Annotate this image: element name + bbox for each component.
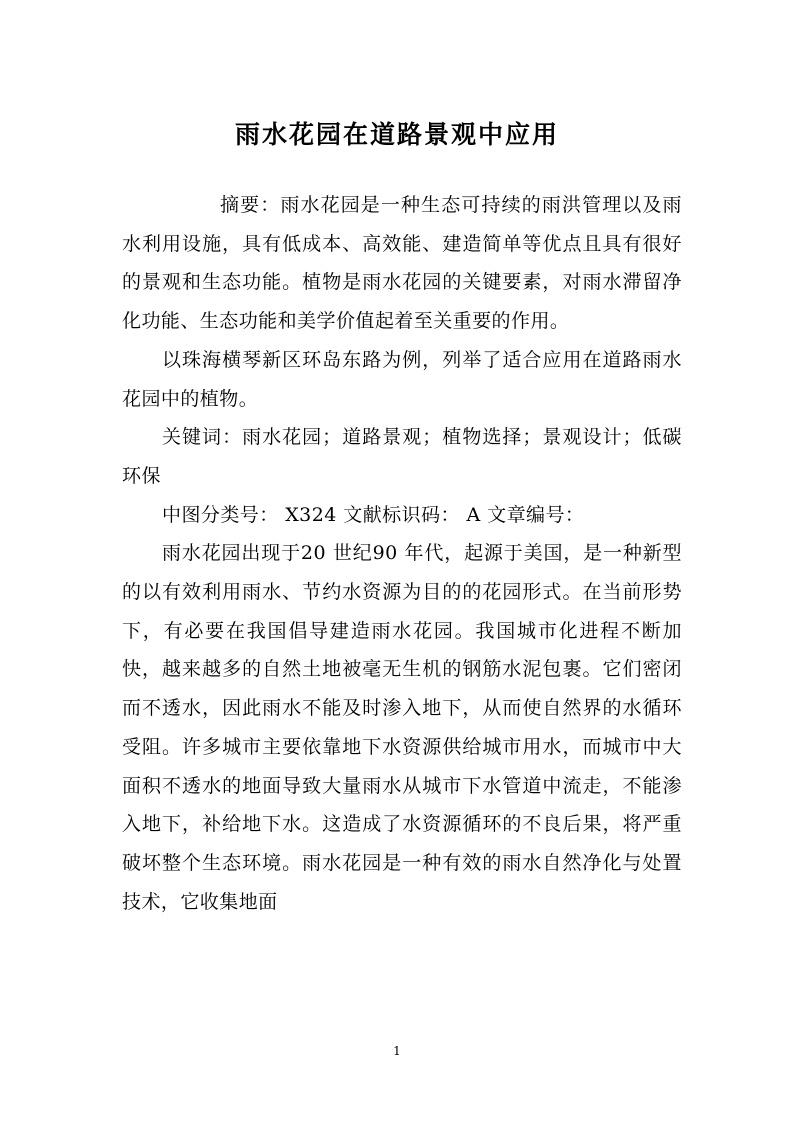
classification-paragraph: 中图分类号： X324 文献标识码： A 文章编号： bbox=[162, 503, 585, 526]
page-number: 1 bbox=[393, 1044, 401, 1058]
body-paragraph: 雨水花园出现于20 世纪90 年代，起源于美国，是一种新型的以有效利用雨水、节约水资源为目的的花园形式。在当前形势下，有必要在我国倡导建造雨水花园。我国城市化进程不断加快，越来越多的自然土地被毫无生机的钢筋水泥包裹。它们密闭而不透水，因此雨水不能及时渗入地下，从而使自然界的水循环受阻。许多城市主要依靠地下水资源供给城市用水，而城市中大面积不透水的地面导致大量雨水从城市下水管道中流走，不能渗入地下，补给地下水。这造成了水资源循环的不良后果，将严重破坏整个生态环境。雨水花园是一种有效的雨水自然净化与处置技术，它收集地面 bbox=[122, 542, 682, 913]
keywords-paragraph: 关键词：雨水花园；道路景观；植物选择；景观设计；低碳环保 bbox=[122, 426, 682, 487]
example-paragraph: 以珠海横琴新区环岛东路为例，列举了适合应用在道路雨水花园中的植物。 bbox=[122, 348, 682, 410]
abstract-paragraph: 摘要：雨水花园是一种生态可持续的雨洪管理以及雨水利用设施，具有低成本、高效能、建造简单等优点且具有很好的景观和生态功能。植物是雨水花园的关键要素，对雨水滞留净化功能、生态功能和美学价值起着至关重要的作用。 bbox=[122, 194, 682, 333]
document-title: 雨水花园在道路景观中应用 bbox=[234, 119, 559, 149]
document-body bbox=[122, 186, 682, 921]
